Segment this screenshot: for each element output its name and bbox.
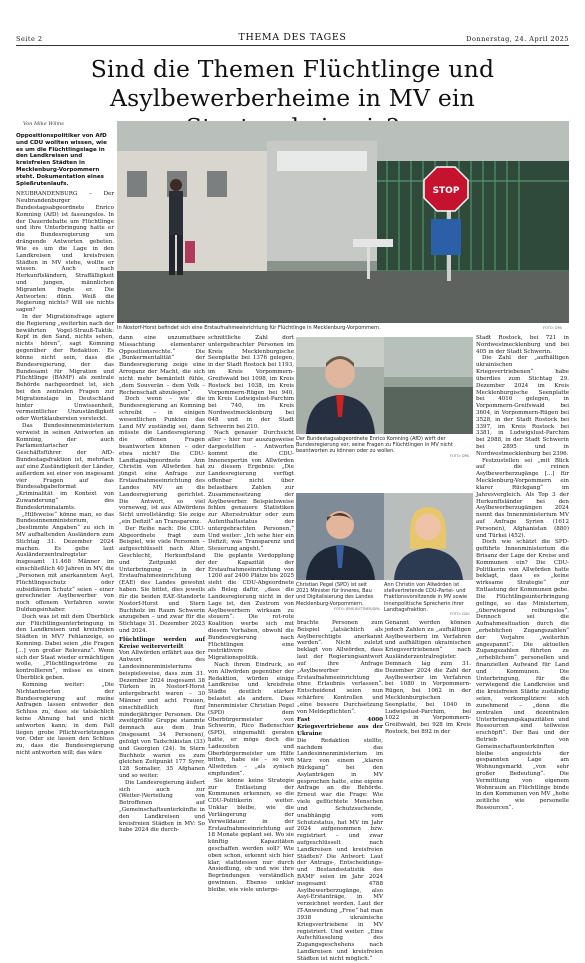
paragraph: Stadt Rostock, bei 721 in Nordwestmecklenburg und bei 405 in der Stadt Schwerin. (476, 335, 569, 355)
photo-credit-pegel: FOTO: JENS BÜTTNER/DPA (334, 607, 380, 611)
article-column-1 (16, 133, 114, 757)
photo-pegel (296, 493, 385, 580)
paragraph: Die Zahl der „aufhältigen ukrainischen Kriegsvertriebenen“ habe überdies zum Stichtag 29. Dezember 2024 im Kreis Mecklenburgische Seenplatte bei 4016 gelegen, in Vorpommern-Greifswald bei 3604, in Vorpommern-Rügen bei 3528, in der Stadt Rostock bei 3397, im Kreis Rostock bei 3381, in Ludwigslust-Parchim bei 2988, in der Stadt Schwerin bei 2895 und in Nordwestmecklenburg bei 2396. (476, 355, 569, 457)
photo-allwoerden (384, 493, 473, 580)
paragraph: Nach ihrem Eindruck, so von Allwörden gegenüber der Redaktion, würden einige Landkreise und kreisfreie Städte deutlich stärker belastet als andere. Dass Innenminister Christian Pegel (SPD) dem Oberbürgermeister von Schwerin, Rico Badenschier (SPD), eingemahlt geraten hatte, er möge doch die Ladezeiten und Oberbürgermeister um Hilfe bitten, habe sie – so von Allwörden – „als zynisch empfunden“. (208, 662, 294, 777)
paragraph: Festzustellen sei „mit Blick auf die reinen Asylbewerberzugänge [...] für Mecklenburg-Vorpommern ein klarer Rückgang“ im Jahresvergleich. Als Top 3 der Herkunftsländer bei den Asylbewerberzugängen 2024 nennt das Innenministerium MV auf Anfrage Syrien (1612 Personen), Afghanistan (880) und Türkei (452). (476, 457, 569, 539)
paragraph: NEUBRANDENBURG – Der Neubrandenburger Bundestagsabgeordnete Enrico Komning (AfD) ist fassungslos. In der Dauerdebatte um Flüchtlinge und ihre Unterbringung hatte er die Bundesregierung um drängende Antworten gebeten. Wie es um die Lage in den Landkreisen und kreisfreien Städten in MV stehe, wollte er wissen. Auch nach Herkunftsländern, Straffälligkeit und jungen, männlichen Migranten fragte er. Die Antworten: dünn. Weiß die Regierung nichts? Will sie nichts sagen? (16, 191, 114, 314)
headline-line-1: Sind die Themen Flüchtlinge und (90, 55, 495, 83)
photo-caption-allwoerden: Ann Christin von Allwörden ist stellvertretende CDU-Partei- und Fraktionsvorsitzende in MV sowie innenpolitische Sprecherin ihrer Landtagsfraktion. (384, 582, 468, 613)
svg-text:STOP: STOP (432, 186, 460, 196)
photo-pegel-illustration (296, 493, 385, 580)
photo-komning (296, 337, 385, 434)
paragraph: Von Allwörden erfährt aus der Antwort des Landesinnenministeriums beispielsweise, dass zum 31. Dezember 2024 insgesamt 38 Türken in Nostorf-Horst untergebracht waren – 30 Männer und acht Frauen, einschließlich fünf minderjähriger Personen. Die zweitgrößte Gruppe stammte demnach aus dem Iran (insgesamt 34 Personen), gefolgt von Tadschikistan (33) und Georgien (24). In Stern Buchholz waren es zum gleichen Zeitpunkt 177 Syrer, 128 Somalier, 35 Afghanen und so weiter. (119, 650, 205, 779)
photo-komning-illustration (296, 337, 385, 434)
page-header (0, 0, 585, 46)
headline-line-2: Asylbewerberheime in MV ein (109, 84, 475, 112)
photo-refugee-center-illustration (117, 121, 569, 323)
paragraph: „Hilfsweise“ könne man, so das Bundesinnenministerium, „bestimmte Angaben“ zu sich in MV aufhaltenden Ausländern zum Stichtag 31. Dezember 2024 machen. Es gebe laut Ausländerzentralregister insgesamt 11.468 Männer im einschließlich 40 Jahren in MV, die „Personen mit anerkanntem Asyl, Flüchtlingsschutz oder subsidiärem Schutz“ seien – einer gerechneter Asylbewerber von noch offenem Verfahren sowie Duldungsinhaber. (16, 511, 114, 613)
paragraph: Doch wenn – wie die Bundesregierung an Komning schreibt – in einigen wesentlichen Punkten das Land MV zuständig sei, dann müsste die Landesregierung die offenen Fragen beantworten können – oder etwa nicht? Die CDU-Landtagsabgeordnete Ann Christin von Allwörden hat jüngst eine Anfrage zur Erstaufnahmeeinrichtung des Landes MV an die Landesregierung gerichtet. Die Antwort, so viel vorneweg, ist aus Allwördens Sicht unvollständig: Sie zeige „ein Defizit“ an Transparenz. (119, 396, 205, 525)
paragraph: Komning weiter: „Die Nichtantworten der Bundesregierung auf meine Anfragen lassen entweder den Schluss zu, dass sie tatsächlich keine Ahnung hat und nicht antworten kann; in dem Fall liegen grobe Pflichtverletzungen vor. Oder sie lassen den Schluss zu, dass die Bundesregierung nicht antworten will; das wäre (16, 681, 114, 756)
photo-allwoerden-illustration (384, 493, 473, 580)
photo-caption-komning: Der Bundestagsabgeordnete Enrico Komning (AfD) wirft der Bundesregierung vor, seine Fragen zu Flüchtlingen in MV nicht beantworten zu können oder zu wollen. (296, 436, 453, 455)
paragraph: schnittliche Zahl dort untergebrachter Personen im Kreis Mecklenburgische Seenplatte bei 1376 gelegen, in der Stadt Rostock bei 1193, im Kreis Vorpommern-Greifswald bei 1098, im Kreis Rostock bei 1038, im Kreis Vorpommern-Rügen bei 940, im Kreis Ludwigslust-Parchim bei 740, im Kreis Nordwestmecklenburg bei 648 und in der Stadt Schwerin bei 210. (208, 335, 294, 430)
paragraph: Der Reihe nach: Die CDU-Abgeordnete fragt zum Beispiel, wie viele Personen – aufgeschlüsselt nach Alter, Geschlecht, Herkunftsland und Zeitpunkt der Unterbringung – in der Erstaufnahmeeinrichtung (EAE) des Landes gewohnt haben. Sie bittet, dies jeweils für die beiden EAE-Standorte Nostorf-Horst und Stern Buchholz im Raum Schwerin anzugeben – und zwar für die Stichtage 31. Dezember 2023 und 2024. (119, 525, 205, 634)
paragraph: Doch was ist mit dem Überblick zur Flüchtlingsunterbringung in den Landkreisen und kreisfreien Städten in MV? Fehlanzeige, so Komning. Dabei seien „die Fragen [...] von großer Relevanz“. Wenn sich der Staat wieder ermächtigen wolle, „Flüchtlingsströme zu kontrollieren“, müsse es einen Überblick geben. (16, 613, 114, 682)
paragraph: Die geplante Verdopplung der Kapazität der Erstaufnahmeeinrichtung von 1200 auf 2400 Plätze bis 2025 sieht die CDU-Abgeordnete als Beleg dafür, „dass die Landesregierung nicht in der Lage ist, den Zustrom von Asylbewerbern wirksam zu steuern“. Die rot-rote Koalition werbe sich mit diesem Vorhaben, obwohl die Bundesregierung nach Flüchtlingen eine restriktivere Migrationspolitik. (208, 553, 294, 662)
paragraph: Genannt werden können jedoch Zahlen zu „aufhältigen Asylbewerbern im Verfahren und aufhältigen ukrainischen Kriegsvertriebenen“ nach Ausländerzentralregister. Demnach lag zum 31. Dezember 2024 die Zahl der Asylbewerber im Verfahren bei 1080 in Vorpommern-Rügen, bei 1062 in der Mecklenburgischen Seenplatte, bei 1040 in Ludwigslust-Parchim, bei 1022 in Vorpommern-Greifswald, bei 928 im Kreis Rostock, bei 892 in der (385, 620, 471, 735)
article-column-4b (385, 620, 471, 736)
subheading: Flüchtlinge werden auf Kreise weiterverteilt (119, 636, 205, 650)
photo-refugee-center (117, 121, 569, 323)
byline: Von Mike Wilms (23, 121, 64, 127)
header-rule (16, 45, 569, 46)
photo-credit-main: FOTO: DPA (543, 326, 562, 330)
lead-paragraph: Oppositionspolitiker von AfD und CDU wollten wissen, wie es um die Flüchtlingslage in den Landkreisen und kreisfreien Städten in Mecklenburg-Vorpommern steht. Dokumentation eines Spießrutenlaufs. (16, 133, 107, 187)
article-column-4 (297, 620, 383, 963)
paragraph: Doch wie schätzt die SPD-geführte Innenministerium die Brisanz der Lage der Kreise und Kommunen ein? Die CDU-Politikerin von Allwörden hatte beklagt, dass es „keine wirksame Strategie“ zur Entlastung der Kommunen gebe. Die Flüchtlingsunterbringung gelinge, so das Ministerium, „überwiegend reibungslos“. Dennoch sei die Aufnahmesituation durch die „erheblichen Zugangszahlen“ der Vorjahre „weiterhin angespannt“. Die aktuellen Zugangszahlen führten zu „erheblichem“ personellen und finanziellen Aufwand für Land und Kommunen. Die Unterbringung, für die verwiegend die Landkreise und die kreisfreien Städte zuständig seien, verkompliziere sich zunehmend – „denn die zentralen und dezentralen Unterbringungskapazitäten und Ressourcen sind teilweise erschöpft“. Der Bau und der Betrieb von Gemeinschaftsunterkünften bleibe angesichts der gespannten Lage am Wohnungsmarkt „von sehr großer Bedeutung“. Die Vermittlung von eigenem Wohnraum an Flüchtlinge binde in den Kommunen von MV „hohe zeitliche wie personelle Ressourcen“. (476, 539, 569, 812)
paragraph: dann eine unzumutbare Missachtung elementarer Oppositionsrechte.“ Die „Bunkermentalität“ der Bundesregierung zeige eine Arroganz der Macht, die sich nicht mehr bemäntelt fühle, „dem Souverän – dem Volk – Rechenschaft abzulegen“. (119, 335, 205, 396)
photo-komning-detail (384, 337, 473, 434)
article-column-5 (476, 335, 569, 812)
page-number: Seite 2 (16, 35, 43, 43)
paragraph: Die Landesregierung äußert sich auch zur (Weiter-)Verteilung von Betroffenen auf „Gemeinschaftsunterkünfte in den Landkreisen und kreisfreien Städten in MV: So habe 2024 die durch- (119, 779, 205, 834)
photo-komning-detail-illustration (384, 337, 473, 434)
article-column-3 (208, 335, 294, 894)
paragraph: Nach genauer Durchsicht aller – hier nur auszugsweise dargestellten – Antworten kommt die CDU-Innenexpertin von Allwörden zu diesem Ergebnis: „Die Landesregierung verfügt offenbar nicht über belastbare Zahlen zur Zusammensetzung der Asylbewerber. Beispielsweise fehlen genauere Statistiken zur Altersstruktur oder zum Aufenthaltsstatus der untergebrachten Personen.“ Und weiter: „Ich sehe hier ein Defizit, was Transparenz und Steuerung angeht.“ (208, 430, 294, 553)
photo-caption-main: In Nostorf-Horst befindet sich eine Erstaufnahmeeinrichtung für Flüchtlinge in Mecklenburg-Vorpommern. (117, 325, 381, 331)
paragraph: brachte Personen zum Beispiel „tatsächlich als Asylberechtigte anerkannt werden“. Nicht zuletzt beklagt von Allwörden, dass laut der Regierungsantwort auf ihre Anfrage „Asylbewerber die Erstaufnahmeeinrichtung ohne Erlaubnis verlassen“. Entscheidend seien nun schärfere Kontrollen und „eine bessere Durchsetzung von Meldepflichten“. (297, 620, 383, 715)
paragraph: In der Migrationsfrage agiere die Regierung „weiterhin nach der bewährten Vogel-Strauß-Taktik: Kopf in den Sand, nichts sehen, nichts hören“, sagt Komning gegenüber der Redaktion. Es könne nicht sein, dass die Bundesregierung, der das Bundesamt für Migration und Flüchtlinge (BAMF) als zentrale Behörde nachgeordnet ist, sich bei den zentralen Fragen zur Migrationslage in Deutschland hinter Unwissenheit, vermeintlicher Unzuständigkeit oder Wortklaubereien versteckt. (16, 314, 114, 423)
photo-credit-allwoerden: FOTO: CDU (450, 612, 470, 616)
issue-date: Donnerstag, 24. April 2025 (466, 35, 569, 43)
paragraph: Die Redaktion stellte, nachdem das Landesinnenministerium im März von einem „klaren Rückgang“ bei den Asylanträgen in MV gesprochen hatte, eine eigene Anfrage an die Behörde. Erneut war die Frage: Wie viele geflüchtete Menschen und Schutzsuchende, unabhängig vom Schutzstatus, hat MV im Jahr 2024 aufgenommen bzw. registriert – und zwar aufgeschlüsselt nach Landkreisen und kreisfreien Städten? Die Antwort: Laut der Antrags-, Entscheidungs- und Bestandsstatistik des BAMF seien im Jahr 2024 insgesamt 4788 Asylbewerberzugänge, also Asyl-Erstanträge, in MV verzeichnet worden. Laut der IT-Anwendung „Free“ hat man 3938 ukrainische Kriegsvertriebene in MV registriert. Und weiter: „Eine Aufschlüsselung des Zugangsgeschehens nach Landkreisen und kreisfreien Städten ist nicht möglich.“ (297, 737, 383, 962)
photo-credit-komning: FOTO: DPA (450, 454, 469, 458)
section-title: THEMA DES TAGES (238, 32, 347, 43)
article-column-2 (119, 335, 205, 834)
subheading: Fast 4000 Kriegsvertriebene aus der Ukraine (297, 717, 383, 737)
photo-caption-pegel: Christian Pegel (SPD) ist seit 2021 Minister für Inneres, Bau und Digitalisierung des Landes Mecklenburg-Vorpommern. (296, 582, 374, 607)
paragraph: Sie könne keine Strategie zur Entlastung der Kommunen erkennen, so die CDU-Politikerin weiter. Unklar bleibe, wie die Verlängerung der Verweildauer in der Erstaufnahmeeinrichtung auf 18 Monate geplant sei. Wo sie künftig Kapazitäten geschaffen werden soll? Wie oben schon, erkennt sich hier klar, stattdessen nur durch Ansiedlung, ob und wie ihre Begründungen verständlich gewinnen. Ebenso unklar bleibe, wie viele unterge- (208, 777, 294, 893)
paragraph: Das Bundesinnenministerium verweist in seinen Antworten an Komning, der auch Parlamentarischer Geschäftsführer der AfD-Bundestagsfraktion ist, mehrfach auf eine Zuständigkeit der Länder, außerdem sei einer von insgesamt vier Fragen auf das Bundesabgabeformat „Kriminalität im Kontext von Zuwanderung“ des Bundeskriminalamts. (16, 423, 114, 511)
